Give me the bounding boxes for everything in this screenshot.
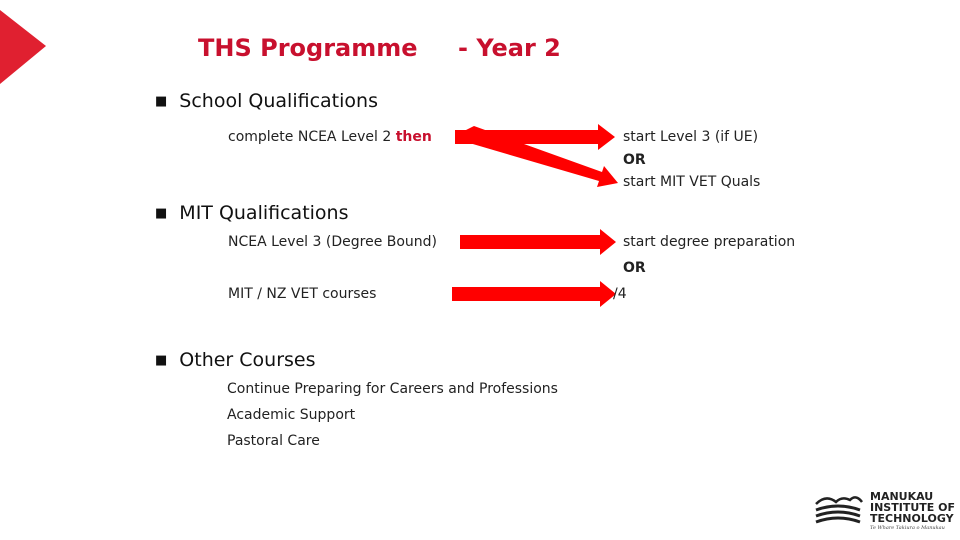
mit-result-level4: /4 — [613, 286, 627, 302]
school-result-or: OR — [623, 152, 646, 168]
school-result-vet: start MIT VET Quals — [623, 174, 761, 190]
bullet-square-icon: ■ — [155, 206, 168, 221]
school-qualifications-heading: ■ School Qualifications — [155, 90, 378, 112]
mit-result-degree: start degree preparation — [623, 234, 796, 250]
bullet-square-icon: ■ — [155, 94, 168, 109]
then-highlight: then — [395, 129, 432, 145]
mit-logo-emblem-icon — [812, 490, 864, 528]
logo-tagline: Te Whare Takiura o Manukau — [870, 525, 945, 531]
title-programme: THS Programme — [198, 34, 418, 62]
other-item-academic: Academic Support — [227, 407, 356, 423]
bullet-square-icon: ■ — [155, 353, 168, 368]
arrow-mit-top — [460, 229, 616, 255]
title-year: - Year 2 — [458, 34, 561, 62]
other-item-pastoral: Pastoral Care — [227, 433, 320, 449]
arrow-mit-bottom — [452, 281, 616, 307]
school-item: complete NCEA Level 2 then — [228, 129, 432, 145]
logo-name: MANUKAU INSTITUTE OF TECHNOLOGY — [870, 490, 955, 525]
other-courses-heading: ■ Other Courses — [155, 349, 316, 371]
mit-item-ncea: NCEA Level 3 (Degree Bound) — [228, 234, 438, 250]
mit-item-vet: MIT / NZ VET courses — [228, 286, 377, 302]
school-result-level3: start Level 3 (if UE) — [623, 129, 759, 145]
mit-qualifications-heading: ■ MIT Qualifications — [155, 202, 349, 224]
other-item-careers: Continue Preparing for Careers and Professions — [227, 381, 558, 397]
mit-result-or: OR — [623, 260, 646, 276]
